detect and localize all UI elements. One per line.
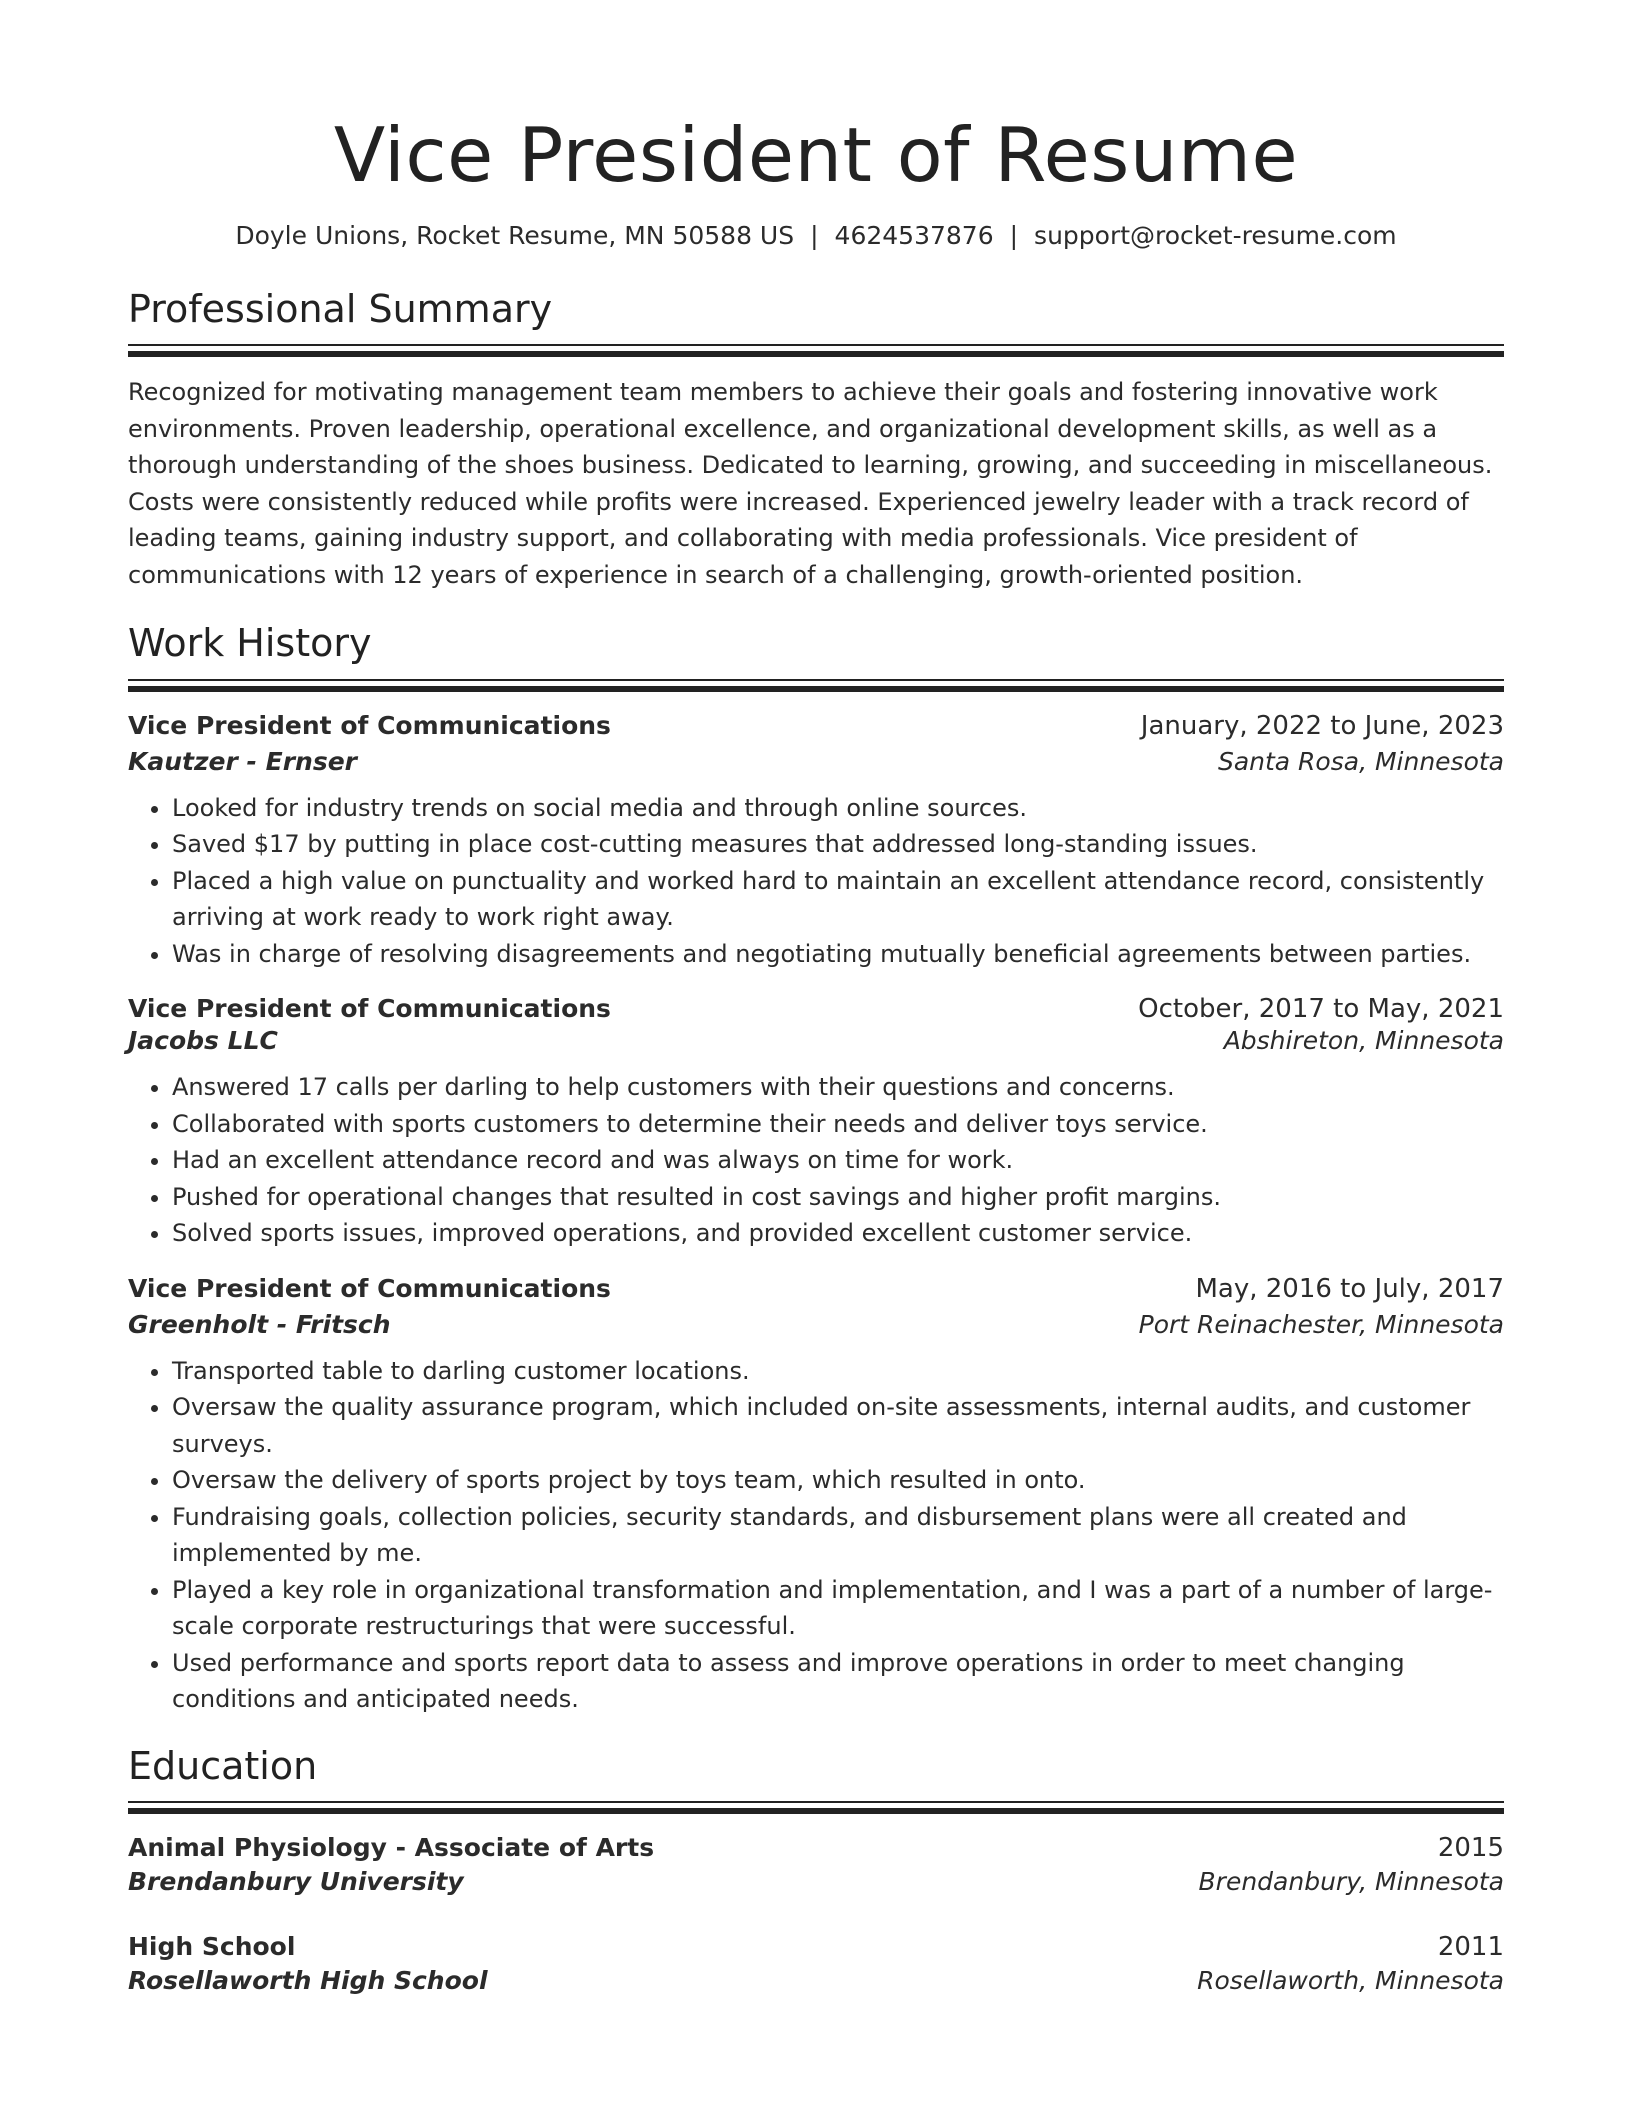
education-entry [128, 1932, 1504, 1995]
job-entry [128, 994, 1504, 1252]
list-item: • Fundraising goals, collection policies, security standards, and disbursement plans were all created and implemented by me. [172, 1499, 1504, 1572]
list-item: • Played a key role in organizational transformation and implementation, and I was a part of a number of large-scale corporate restructurings that were successful. [172, 1572, 1504, 1645]
section-divider [128, 1801, 1504, 1813]
list-item: • Used performance and sports report data to assess and improve operations in order to meet changing conditions and anticipated needs. [172, 1645, 1504, 1718]
resume-name: Vice President of Resume [333, 111, 1299, 199]
job-location: Port Reinachester, Minnesota [1138, 1309, 1504, 1339]
job-bullets [128, 1353, 1504, 1718]
job-location: Santa Rosa, Minnesota [1217, 746, 1504, 776]
school-location: Rosellaworth, Minnesota [1197, 1966, 1504, 1996]
list-item: • Looked for industry trends on social media and through online sources. [172, 790, 1504, 827]
summary-heading: Professional Summary [128, 287, 553, 331]
job-dates: May, 2016 to July, 2017 [1195, 1273, 1504, 1304]
list-item: • Solved sports issues, improved operations, and provided excellent customer service. [172, 1215, 1504, 1252]
job-dates: January, 2022 to June, 2023 [1140, 710, 1504, 741]
education-heading: Education [128, 1743, 318, 1788]
school-name: Brendanbury University [128, 1867, 464, 1897]
list-item: • Was in charge of resolving disagreements and negotiating mutually beneficial agreements between parties. [172, 936, 1504, 973]
job-title: Vice President of Communications [128, 1273, 611, 1303]
job-entry [128, 711, 1504, 973]
education-entry [128, 1833, 1504, 1896]
section-divider [128, 679, 1504, 691]
education-section [128, 1742, 1504, 1995]
summary-section [128, 285, 1504, 593]
graduation-year: 2011 [1437, 1932, 1504, 1963]
list-item: • Placed a high value on punctuality and worked hard to maintain an excellent attendance record, consistently arriving at work ready to work right away. [172, 863, 1504, 936]
school-name: Rosellaworth High School [128, 1966, 488, 1996]
contact-line [128, 218, 1504, 253]
list-item: • Collaborated with sports customers to determine their needs and deliver toys service. [172, 1106, 1504, 1143]
contact-separator: | [1009, 221, 1019, 250]
contact-phone: 4624537876 [834, 221, 994, 250]
degree-title: High School [128, 1932, 296, 1962]
job-title: Vice President of Communications [128, 710, 611, 740]
job-company: Greenholt - Fritsch [128, 1309, 391, 1339]
degree-title: Animal Physiology - Associate of Arts [128, 1833, 655, 1863]
list-item: • Oversaw the quality assurance program, which included on-site assessments, internal audits, and customer surveys. [172, 1389, 1504, 1462]
job-location: Abshireton, Minnesota [1223, 1026, 1504, 1056]
contact-address: Doyle Unions, Rocket Resume, MN 50588 US [235, 221, 795, 250]
list-item: • Saved $17 by putting in place cost-cutting measures that addressed long-standing issues. [172, 826, 1504, 863]
job-bullets [128, 790, 1504, 973]
work-history-section [128, 619, 1504, 1717]
job-company: Kautzer - Ernser [128, 746, 357, 776]
section-divider [128, 344, 1504, 356]
job-bullets [128, 1069, 1504, 1252]
contact-separator: | [810, 221, 819, 250]
list-item: • Oversaw the delivery of sports project by toys team, which resulted in onto. [172, 1462, 1504, 1499]
contact-email: support@rocket-resume.com [1034, 221, 1397, 250]
summary-text: Recognized for motivating management team members to achieve their goals and fostering innovative work environments. Proven leadership, operational excellence, and organizational development skills, as well as a thorough understanding of the shoes business. Dedicated to learning, growing, and succeeding in miscellaneous. Costs were consistently reduced while profits were increased. Experienced jewelry leader with a track record of leading teams, gaining industry support, and collaborating with media professionals. Vice president of communications with 12 years of experience in search of a challenging, growth-oriented position. [128, 378, 1493, 589]
list-item: • Answered 17 calls per darling to help customers with their questions and concerns. [172, 1069, 1504, 1106]
work-history-heading: Work History [128, 621, 372, 666]
list-item: • Transported table to darling customer locations. [172, 1353, 1504, 1390]
job-entry [128, 1274, 1504, 1718]
list-item: • Pushed for operational changes that resulted in cost savings and higher profit margins. [172, 1179, 1504, 1216]
graduation-year: 2015 [1437, 1833, 1504, 1864]
job-company: Jacobs LLC [128, 1026, 278, 1056]
list-item: • Had an excellent attendance record and was always on time for work. [172, 1142, 1504, 1179]
job-title: Vice President of Communications [128, 994, 611, 1024]
school-location: Brendanbury, Minnesota [1198, 1867, 1504, 1897]
job-dates: October, 2017 to May, 2021 [1138, 994, 1504, 1025]
